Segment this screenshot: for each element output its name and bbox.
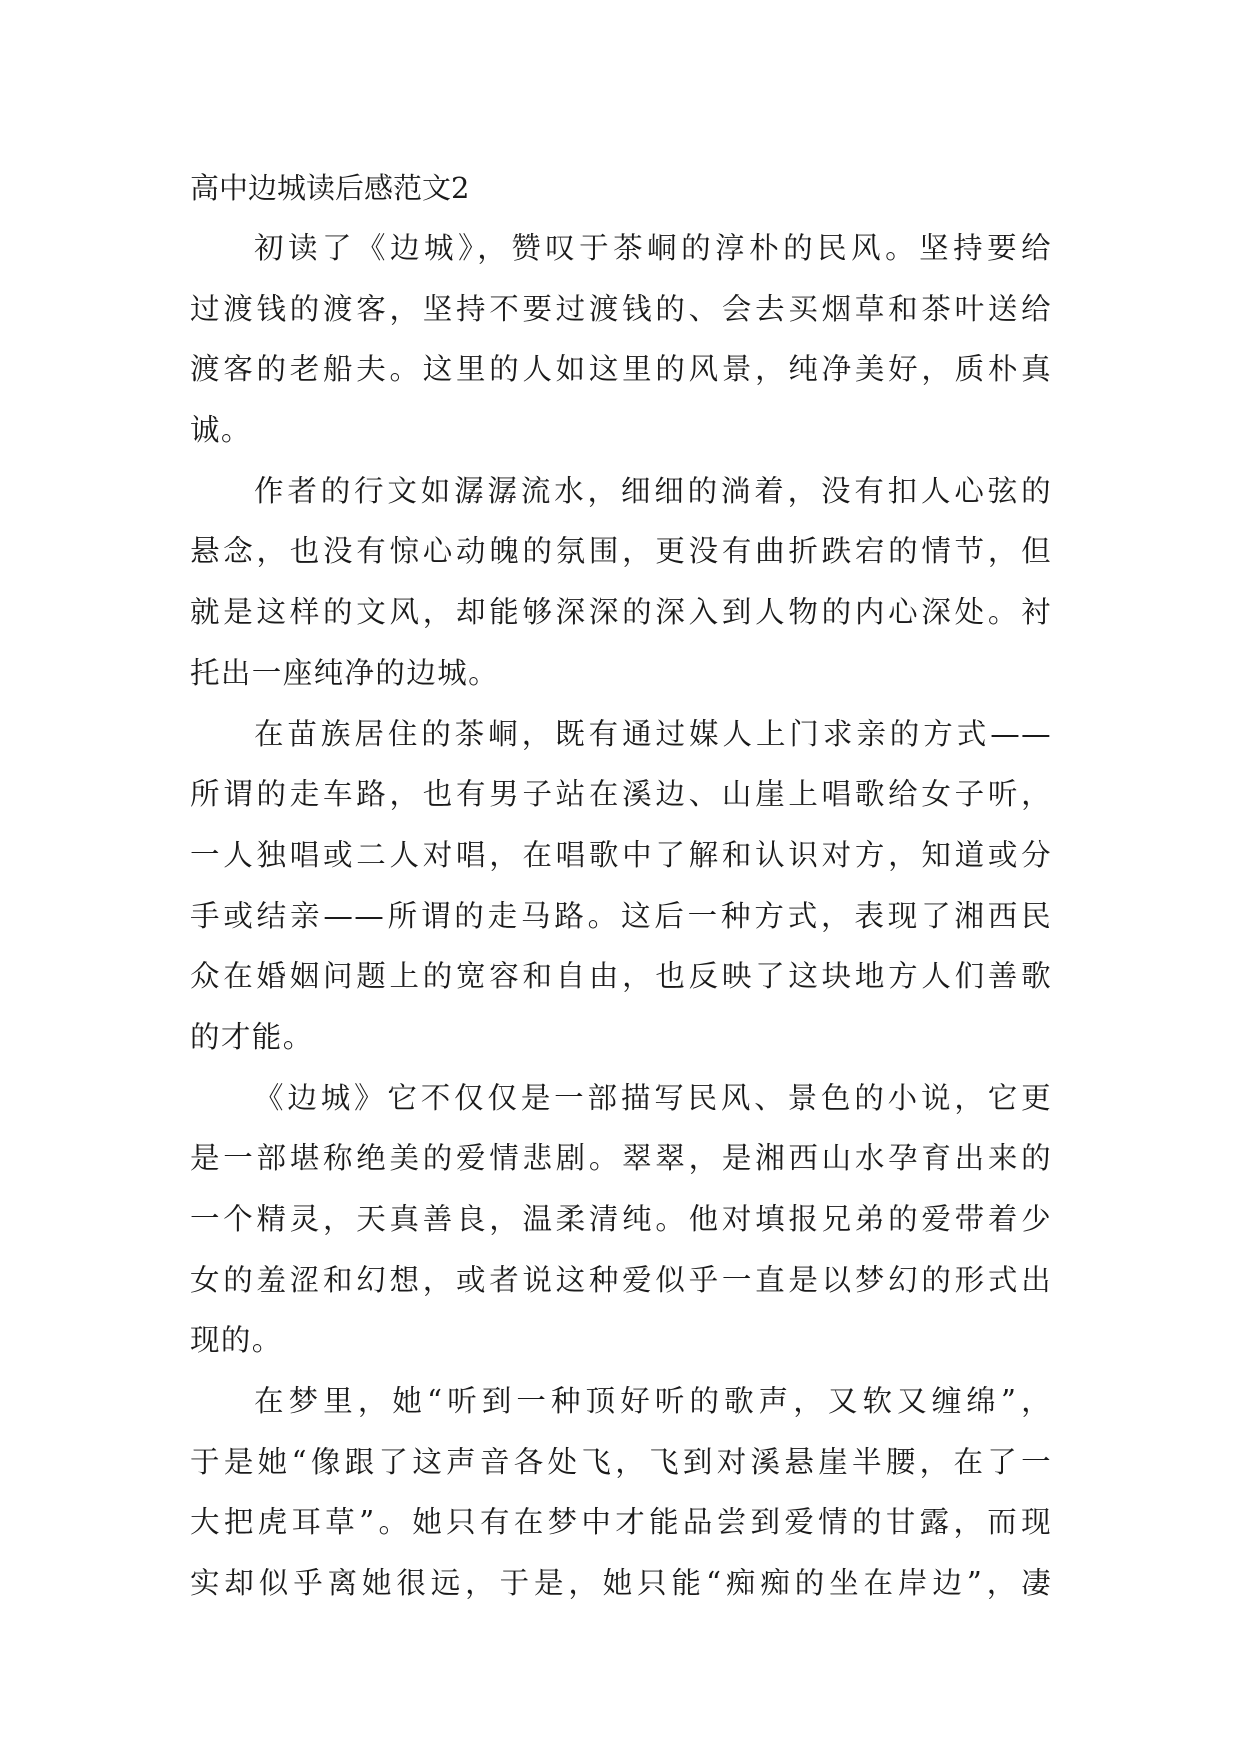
text-line: 过渡钱的渡客，坚持不要过渡钱的、会去买烟草和茶叶送给 bbox=[190, 291, 1052, 326]
text-line: 众在婚姻问题上的宽容和自由，也反映了这块地方人们善歌 bbox=[190, 959, 1052, 994]
text-line: 诚。 bbox=[190, 413, 252, 448]
text-line: 托出一座纯净的边城。 bbox=[190, 655, 500, 690]
text-line: 一人独唱或二人对唱，在唱歌中了解和认识对方，知道或分 bbox=[190, 837, 1052, 872]
text-line: 《边城》它不仅仅是一部描写民风、景色的小说，它更 bbox=[254, 1080, 1052, 1115]
text-line: 所谓的走车路，也有男子站在溪边、山崖上唱歌给女子听， bbox=[190, 777, 1052, 812]
text-line: 悬念，也没有惊心动魄的氛围，更没有曲折跌宕的情节，但 bbox=[190, 534, 1052, 569]
text-line: 是一部堪称绝美的爱情悲剧。翠翠，是湘西山水孕育出来的 bbox=[190, 1141, 1052, 1176]
text-line: 作者的行文如潺潺流水，细细的淌着，没有扣人心弦的 bbox=[254, 473, 1052, 508]
text-line: 初读了《边城》，赞叹于茶峒的淳朴的民风。坚持要给 bbox=[254, 231, 1052, 265]
text-line: 就是这样的文风，却能够深深的深入到人物的内心深处。衬 bbox=[190, 595, 1052, 630]
text-line: 于是她“像跟了这声音各处飞，飞到对溪悬崖半腰，在了一 bbox=[190, 1444, 1052, 1479]
text-line: 一个精灵，天真善良，温柔清纯。他对填报兄弟的爱带着少 bbox=[190, 1202, 1052, 1236]
document-page bbox=[190, 158, 1052, 1614]
text-line: 女的羞涩和幻想，或者说这种爱似乎一直是以梦幻的形式出 bbox=[190, 1262, 1052, 1297]
text-line: 手或结亲——所谓的走马路。这后一种方式，表现了湘西民 bbox=[190, 898, 1052, 933]
text-line: 在梦里，她“听到一种顶好听的歌声，又软又缠绵”， bbox=[254, 1384, 1052, 1419]
text-line: 的才能。 bbox=[190, 1019, 314, 1054]
text-line: 实却似乎离她很远，于是，她只能“痴痴的坐在岸边”，凄 bbox=[190, 1566, 1052, 1601]
document-title: 高中边城读后感范文2 bbox=[190, 171, 470, 205]
text-line: 现的。 bbox=[190, 1323, 283, 1358]
text-line: 在苗族居住的茶峒，既有通过媒人上门求亲的方式—— bbox=[254, 716, 1052, 751]
text-line: 大把虎耳草”。她只有在梦中才能品尝到爱情的甘露，而现 bbox=[190, 1505, 1052, 1540]
text-line: 渡客的老船夫。这里的人如这里的风景，纯净美好，质朴真 bbox=[190, 352, 1052, 387]
